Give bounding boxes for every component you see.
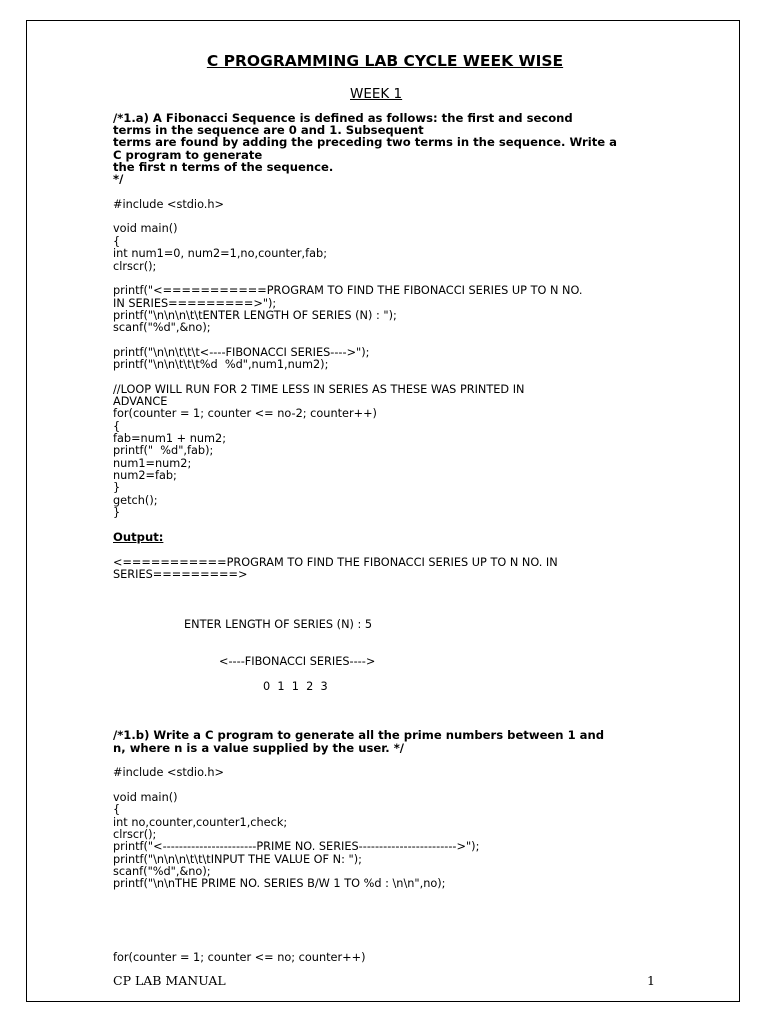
- code-line: scanf("%d",&no);: [113, 865, 211, 878]
- code-line: printf("\n\n\t\t\t%d %d",num1,num2);: [113, 358, 329, 371]
- code-line: num1=num2;: [113, 457, 192, 470]
- code-line: for(counter = 1; counter <= no-2; counter++): [113, 407, 377, 420]
- section-a-heading-line: */: [113, 172, 124, 186]
- code-line: ADVANCE: [113, 395, 168, 408]
- section-a-heading-line: the first n terms of the sequence.: [113, 160, 334, 174]
- section-a-heading-line: terms are found by adding the preceding two terms in the sequence. Write a: [113, 135, 617, 149]
- output-series-values: 0 1 1 2 3: [263, 680, 328, 693]
- code-line: getch();: [113, 494, 158, 507]
- output-line: <===========PROGRAM TO FIND THE FIBONACCI SERIES UP TO N NO. IN: [113, 556, 558, 569]
- output-enter-line: ENTER LENGTH OF SERIES (N) : 5: [184, 618, 373, 631]
- code-line: scanf("%d",&no);: [113, 321, 211, 334]
- output-line: SERIES=========>: [113, 568, 248, 581]
- footer-manual-title: CP LAB MANUAL: [113, 973, 226, 988]
- footer-page-number: 1: [647, 973, 655, 988]
- code-line: {: [113, 420, 121, 433]
- code-line: printf("\n\nTHE PRIME NO. SERIES B/W 1 TO %d : \n\n",no);: [113, 877, 446, 890]
- code-line: clrscr();: [113, 828, 157, 841]
- code-line: printf("\n\n\t\t\t<----FIBONACCI SERIES---->");: [113, 346, 370, 359]
- code-line: printf("\n\n\n\t\tENTER LENGTH OF SERIES (N) : ");: [113, 309, 397, 322]
- code-line: }: [113, 506, 121, 519]
- section-b-heading-line: n, where n is a value supplied by the user. */: [113, 741, 405, 755]
- output-series-label: <----FIBONACCI SERIES---->: [219, 655, 376, 668]
- output-label: Output:: [113, 530, 164, 544]
- section-a-heading-line: terms in the sequence are 0 and 1. Subsequent: [113, 123, 424, 137]
- code-line: IN SERIES=========>");: [113, 297, 277, 310]
- code-line: printf("\n\n\n\t\t\tINPUT THE VALUE OF N: ");: [113, 853, 362, 866]
- code-line: void main(): [113, 222, 178, 235]
- code-line: #include <stdio.h>: [113, 198, 225, 211]
- code-line: printf("<===========PROGRAM TO FIND THE FIBONACCI SERIES UP TO N NO.: [113, 284, 583, 297]
- code-line: {: [113, 803, 121, 816]
- code-line: {: [113, 235, 121, 248]
- code-line: for(counter = 1; counter <= no; counter++): [113, 951, 366, 964]
- code-line: int no,counter,counter1,check;: [113, 816, 288, 829]
- code-line: void main(): [113, 791, 178, 804]
- document-title: C PROGRAMMING LAB CYCLE WEEK WISE: [206, 52, 564, 70]
- code-line: fab=num1 + num2;: [113, 432, 227, 445]
- code-line: printf("<-----------------------PRIME NO. SERIES------------------------>");: [113, 840, 480, 853]
- code-line: }: [113, 481, 121, 494]
- section-a-heading-line: C program to generate: [113, 148, 263, 162]
- section-b-heading-line: /*1.b) Write a C program to generate all the prime numbers between 1 and: [113, 728, 605, 742]
- week-heading: WEEK 1: [350, 86, 403, 102]
- section-a-heading-line: /*1.a) A Fibonacci Sequence is defined as follows: the first and second: [113, 111, 573, 125]
- code-line: printf(" %d",fab);: [113, 444, 214, 457]
- code-line: #include <stdio.h>: [113, 766, 225, 779]
- code-line: num2=fab;: [113, 469, 177, 482]
- code-line: int num1=0, num2=1,no,counter,fab;: [113, 247, 328, 260]
- code-line: clrscr();: [113, 260, 157, 273]
- code-line: //LOOP WILL RUN FOR 2 TIME LESS IN SERIES AS THESE WAS PRINTED IN: [113, 383, 525, 396]
